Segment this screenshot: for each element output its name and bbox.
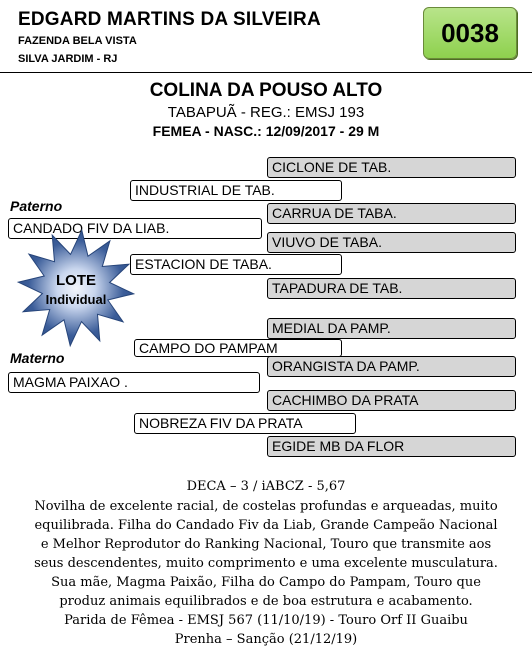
pedigree-sire-sire: INDUSTRIAL DE TAB. — [130, 180, 342, 201]
description-line: Sua mãe, Magma Paixão, Filha do Campo do Pampam, Touro que — [51, 575, 481, 590]
animal-birth: FEMEA - NASC.: 12/09/2017 - 29 M — [152, 123, 380, 139]
pedigree-sire-dam: ESTACION DE TABA. — [130, 254, 342, 275]
description-line: Novilha de excelente racial, de costelas profundas e arqueadas, muito — [34, 499, 498, 514]
badge-line-1: LOTE — [56, 272, 96, 289]
header-divider — [0, 72, 532, 73]
owner-name: EDGARD MARTINS DA SILVEIRA — [18, 9, 321, 30]
city-name: SILVA JARDIM - RJ — [18, 53, 118, 65]
description-line: equilibrada. Filha do Candado Fiv da Liab, Grande Campeão Nacional — [34, 518, 498, 533]
pedigree-dam-dam-dam: EGIDE MB DA FLOR — [267, 436, 516, 457]
pedigree-sire: CANDADO FIV DA LIAB. — [8, 218, 262, 239]
pedigree-dam-sire: CAMPO DO PAMPAM — [134, 339, 342, 357]
description-line: produz animais equilibrados e de boa estrutura e acabamento. — [59, 594, 473, 609]
paterno-label: Paterno — [10, 198, 63, 214]
deca-index: DECA – 3 / iABCZ - 5,67 — [186, 479, 346, 494]
description-line: Prenha – Sanção (21/12/19) — [174, 632, 358, 647]
farm-name: FAZENDA BELA VISTA — [18, 35, 137, 47]
animal-name: COLINA DA POUSO ALTO — [149, 80, 383, 101]
materno-label: Materno — [10, 350, 65, 366]
pedigree-dam-sire-dam: ORANGISTA DA PAMP. — [267, 356, 516, 377]
pedigree-sire-sire-sire: CICLONE DE TAB. — [267, 157, 516, 178]
description-text — [20, 497, 512, 649]
pedigree-dam-dam: NOBREZA FIV DA PRATA — [134, 413, 356, 434]
description-line: e Melhor Reprodutor do Ranking Nacional, Touro que transmite aos — [40, 537, 492, 552]
pedigree-dam-sire-sire: MEDIAL DA PAMP. — [267, 318, 516, 339]
pedigree-sire-dam-sire: VIUVO DE TABA. — [267, 232, 516, 253]
description-line: seus descendentes, muito comprimento e uma excelente musculatura. — [34, 556, 498, 571]
description-line: Parida de Fêmea - EMSJ 567 (11/10/19) - Touro Orf II Guaibu — [64, 613, 468, 628]
pedigree-dam-dam-sire: CACHIMBO DA PRATA — [267, 390, 516, 411]
badge-line-2: Individual — [45, 292, 107, 307]
pedigree-dam: MAGMA PAIXAO . — [8, 372, 260, 393]
animal-registry: TABAPUÃ - REG.: EMSJ 193 — [167, 104, 365, 121]
lot-number-badge: 0038 — [423, 7, 517, 59]
pedigree-sire-sire-dam: CARRUA DE TABA. — [267, 203, 516, 224]
pedigree-sire-dam-dam: TAPADURA DE TAB. — [267, 278, 516, 299]
